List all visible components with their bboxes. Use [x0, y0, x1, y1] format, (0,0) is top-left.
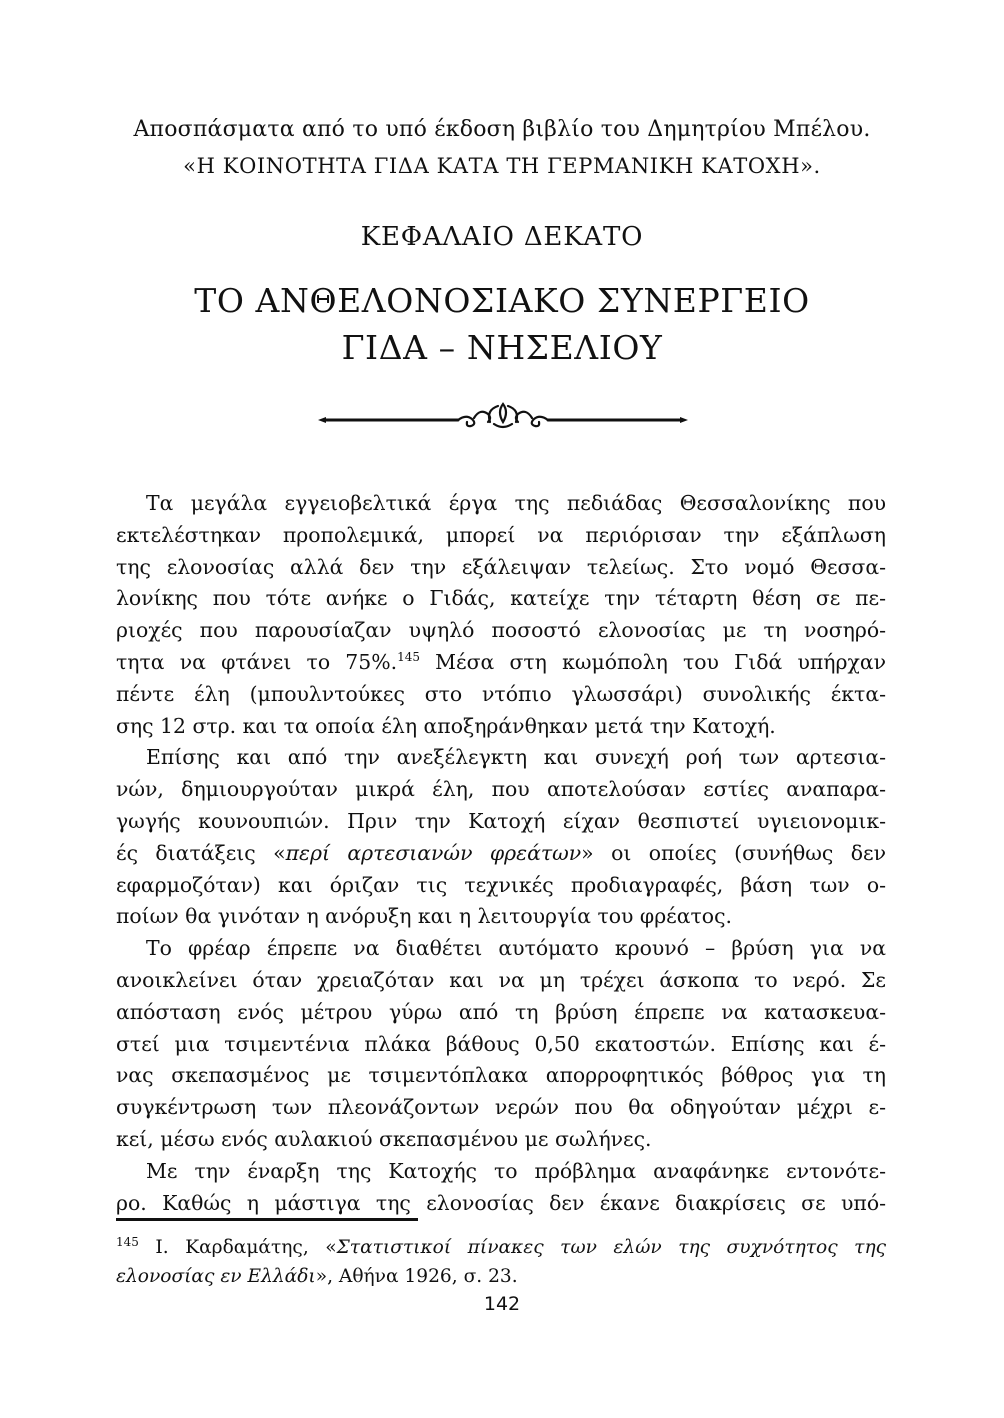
text-line: νών, δημιουργούταν μικρά έλη, που αποτελούσαν εστίες αναπαρα- — [116, 777, 886, 802]
body-text — [116, 488, 886, 1219]
text-line: ανοικλείνει όταν χρειαζόταν και να μη τρέχει άσκοπα το νερό. Σε — [116, 967, 886, 992]
footnote — [116, 1233, 886, 1291]
text-segment: » οι οποίες (συνήθως δεν — [581, 840, 886, 865]
text-line: εκτελέστηκαν προπολεμικά, μπορεί να περιόρισαν την εξάπλωση — [116, 522, 886, 547]
text-line: νας σκεπασμένος με τσιμεντόπλακα απορροφητικός βόθρος για τη — [116, 1063, 886, 1088]
footnote-line — [116, 1262, 886, 1291]
text-line: πέντε έλη (μπουλντούκες στο ντόπιο γλωσσάρι) συνολικής έκτα- — [116, 681, 886, 706]
text-line: εφαρμοζόταν) και όριζαν τις τεχνικές προδιαγραφές, βάση των ο- — [116, 872, 886, 897]
italic-segment: Στατιστικοί πίνακες των ελών της συχνότητος της — [336, 1237, 886, 1258]
text-line: Επίσης και από την ανεξέλεγκτη και συνεχή ροή των αρτεσια- — [146, 745, 886, 770]
text-segment: Μέσα στη κωμόπολη του Γιδά υπήρχαν — [419, 649, 886, 674]
book-title: «Η ΚΟΙΝΟΤΗΤΑ ΓΙΔΑ ΚΑΤΑ ΤΗ ΓΕΡΜΑΝΙΚΗ ΚΑΤΟΧΗ». — [183, 154, 821, 178]
chapter-title-line-2: ΓΙΔΑ – ΝΗΣΕΛΙΟΥ — [341, 328, 663, 367]
text-line — [116, 838, 886, 870]
footnote-divider — [116, 1218, 418, 1221]
text-line: Το φρέαρ έπρεπε να διαθέτει αυτόματο κρουνό – βρύση για να — [146, 936, 886, 961]
footnote-reference: 145 — [397, 650, 420, 665]
text-line: συγκέντρωση των πλεονάζοντων νερών που θα οδηγούταν μέχρι ε- — [116, 1095, 886, 1120]
text-line: στεί μια τσιμεντένια πλάκα βάθους 0,50 εκατοστών. Επίσης και έ- — [116, 1031, 886, 1056]
text-line — [116, 647, 886, 679]
text-segment: », Αθήνα 1926, σ. 23. — [315, 1266, 518, 1287]
italic-segment: ελονοσίας εν Ελλάδι — [116, 1266, 316, 1287]
text-line: ποίων θα γινόταν η ανόρυξη και η λειτουργία του φρέατος. — [116, 904, 732, 929]
text-line: σης 12 στρ. και τα οποία έλη αποξηράνθηκαν μετά την Κατοχή. — [116, 713, 776, 738]
footnote-line — [116, 1233, 886, 1262]
chapter-title-line-1: ΤΟ ΑΝΘΕΛΟΝΟΣΙΑΚΟ ΣΥΝΕΡΓΕΙΟ — [194, 281, 810, 320]
text-segment: ές διατάξεις « — [116, 840, 286, 865]
decorative-divider-icon — [318, 398, 688, 438]
text-segment: τητα να φτάνει το 75%. — [116, 649, 398, 674]
text-line: απόσταση ενός μέτρου γύρω από τη βρύση έπρεπε να κατασκευα- — [116, 999, 886, 1024]
footnote-number: 145 — [116, 1234, 139, 1249]
text-segment: Ι. Καρδαμάτης, « — [138, 1237, 337, 1258]
text-line: γωγής κουνουπιών. Πριν την Κατοχή είχαν θεσπιστεί υγιειονομικ- — [116, 808, 886, 833]
page-number: 142 — [483, 1293, 521, 1315]
text-line: κεί, μέσω ενός αυλακιού σκεπασμένου με σωλήνες. — [116, 1126, 652, 1151]
text-line: Τα μεγάλα εγγειοβελτικά έργα της πεδιάδας Θεσσαλονίκης που — [146, 491, 886, 515]
italic-segment: περί αρτεσιανών φρεάτων — [285, 840, 582, 865]
text-line: ρο. Καθώς η μάστιγα της ελονοσίας δεν έκανε διακρίσεις σε υπό- — [116, 1190, 886, 1215]
chapter-heading: ΚΕΦΑΛΑΙΟ ΔΕΚΑΤΟ — [360, 222, 644, 252]
excerpt-note: Αποσπάσματα από το υπό έκδοση βιβλίο του Δημητρίου Μπέλου. — [133, 117, 871, 142]
text-line: ριοχές που παρουσίαζαν υψηλό ποσοστό ελονοσίας με τη νοσηρό- — [116, 618, 886, 643]
text-line: της ελονοσίας αλλά δεν την εξάλειψαν τελείως. Στο νομό Θεσσα- — [116, 554, 886, 579]
text-line: λονίκης που τότε ανήκε ο Γιδάς, κατείχε την τέταρτη θέση σε πε- — [116, 586, 886, 611]
text-line: Με την έναρξη της Κατοχής το πρόβλημα αναφάνηκε εντονότε- — [146, 1158, 886, 1183]
